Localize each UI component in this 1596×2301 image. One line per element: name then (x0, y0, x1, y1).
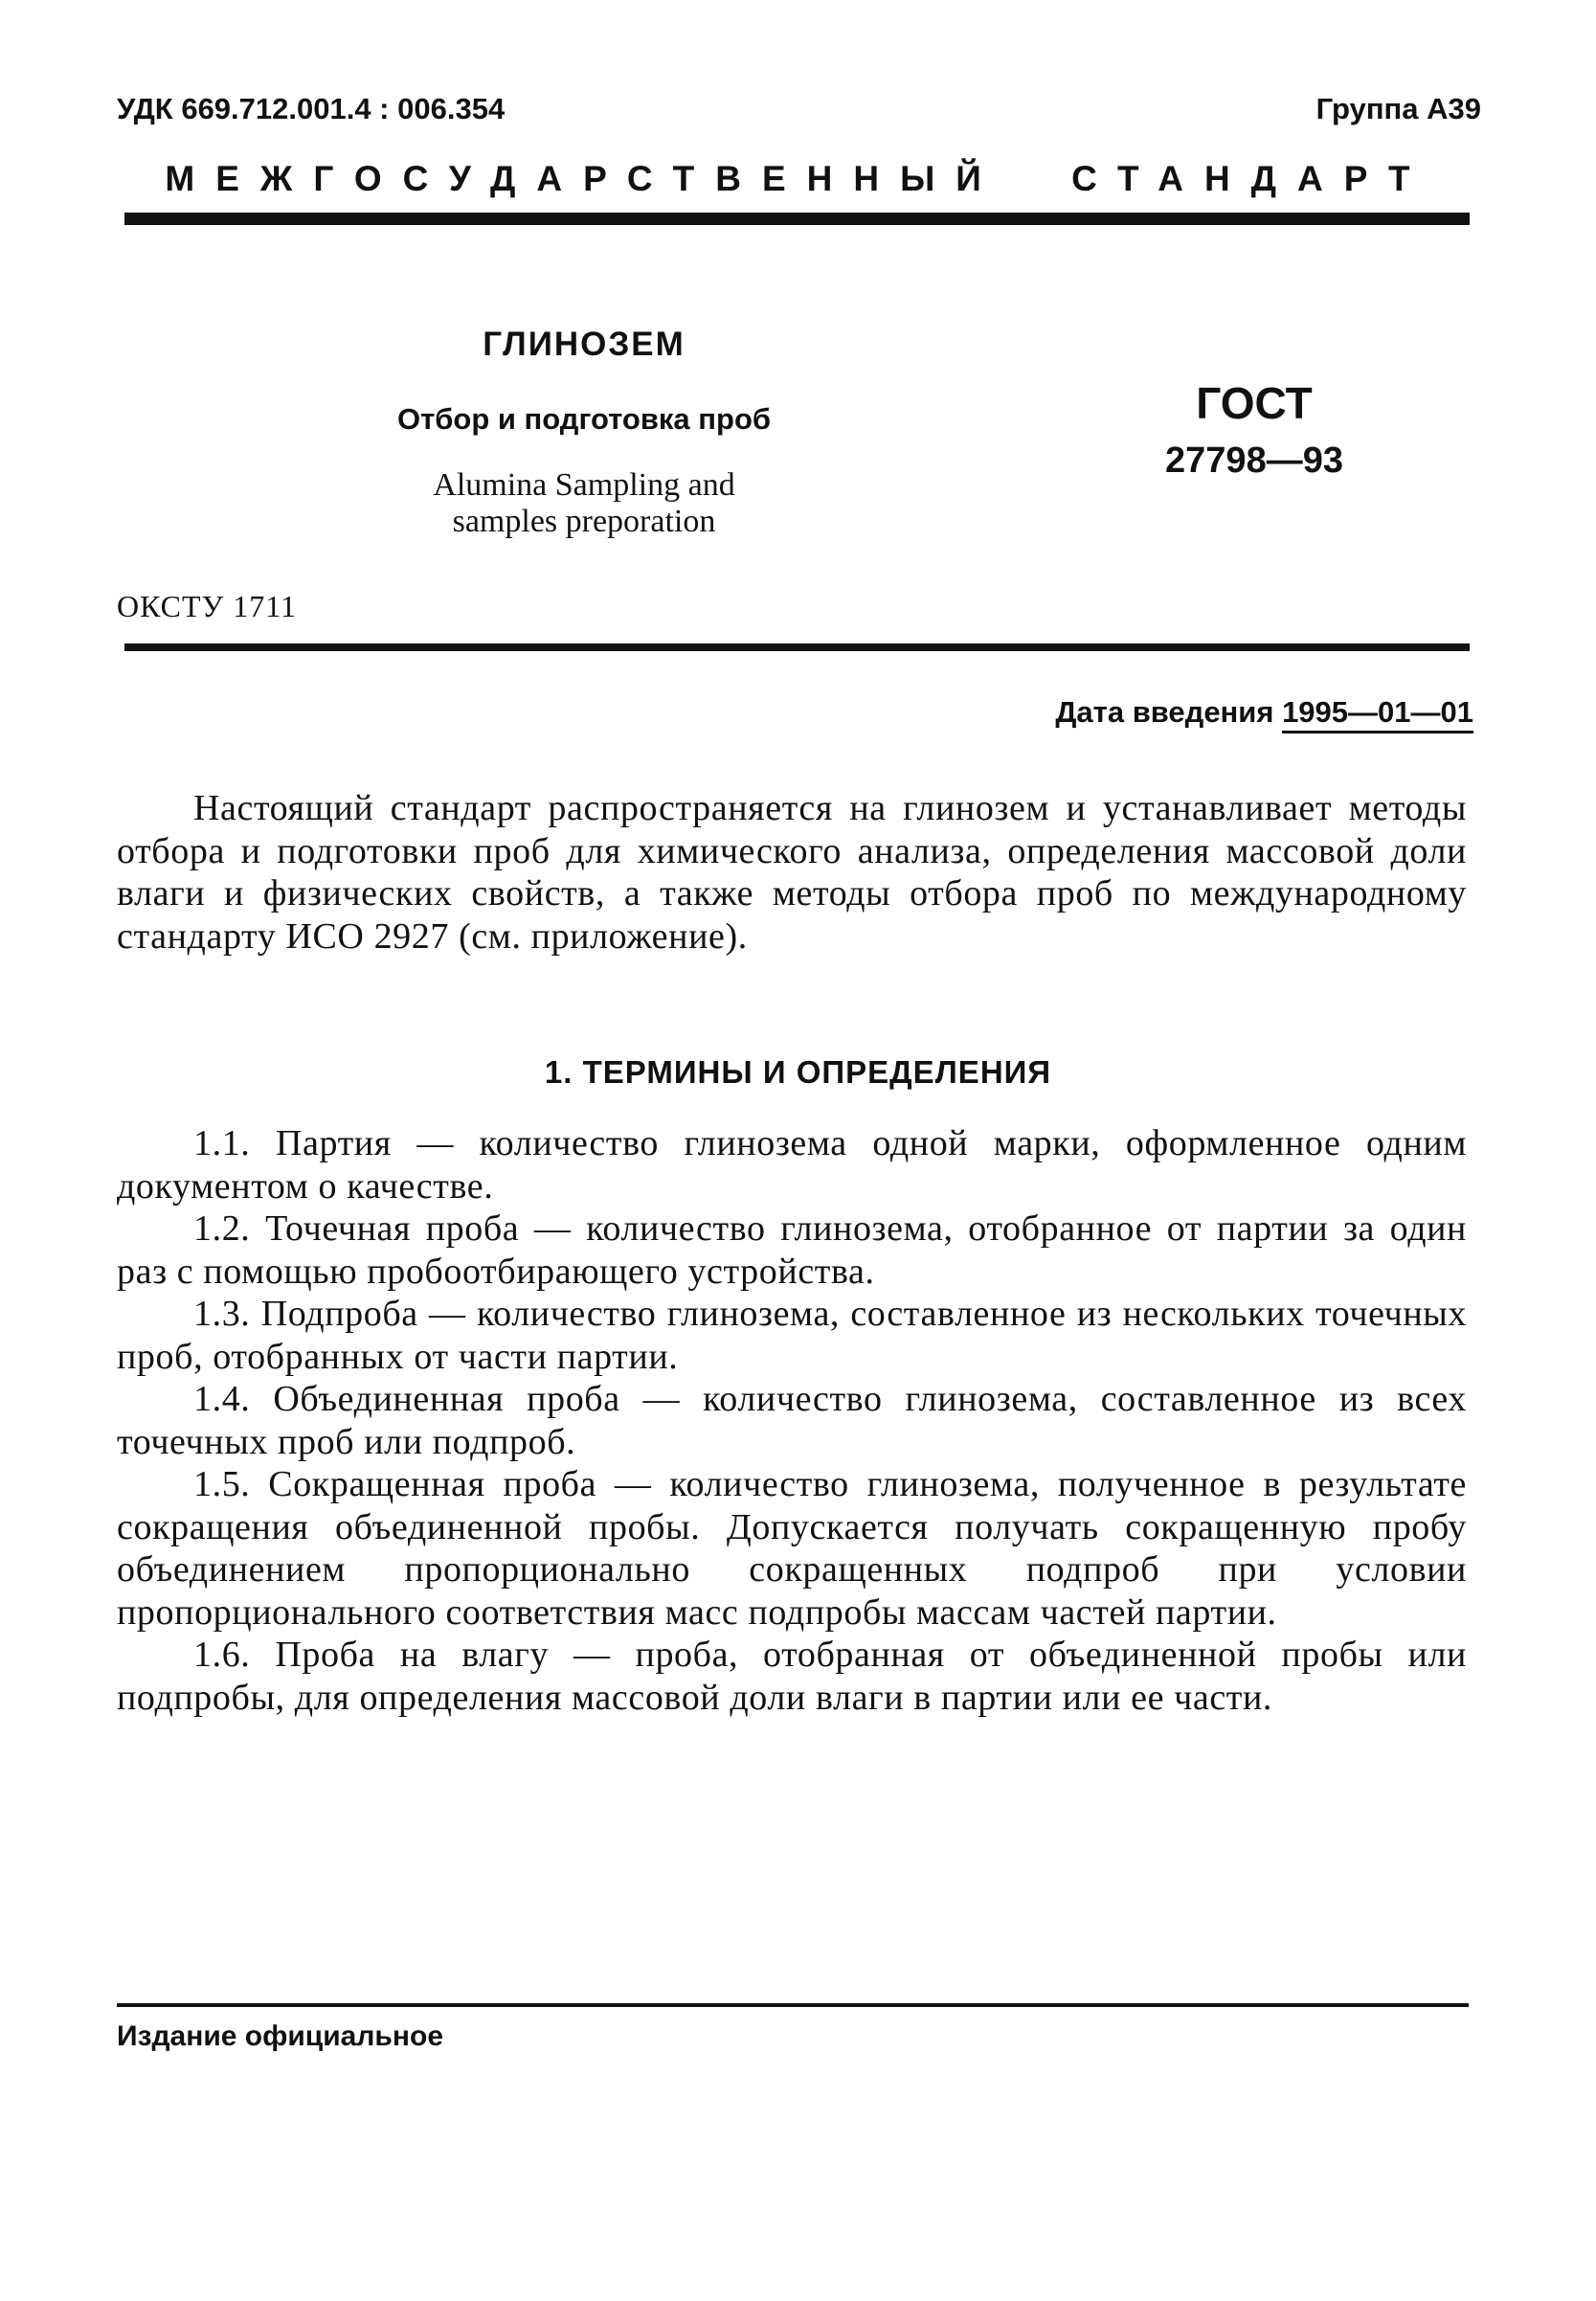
definition-item: 1.1. Партия — количество глинозема одной марки, оформленное одним документом о качестве. (117, 1123, 1467, 1207)
definitions-list (117, 1122, 1467, 1719)
intro-paragraph: Настоящий стандарт распространяется на глинозем и устанавливает методы отбора и подготовки проб для химического анализа, определения массовой доли влаги и физических свойств, а также методы отбора проб по международному стандарту ИСО 2927 (см. приложение). (117, 788, 1467, 957)
definition-item: 1.2. Точечная проба — количество глинозема, отобранное от партии за один раз с помощью пробоотбирающего устройства. (117, 1208, 1467, 1292)
introduction-date-label: Дата введения (1055, 695, 1274, 729)
bottom-divider (117, 2003, 1469, 2007)
definition-item: 1.6. Проба на влагу — проба, отобранная от объединенной пробы или подпробы, для определения массовой доли влаги в партии или ее части. (117, 1635, 1467, 1718)
definition-item: 1.3. Подпроба — количество глинозема, составленное из нескольких точечных проб, отобранных от части партии. (117, 1294, 1467, 1377)
section-heading: 1. ТЕРМИНЫ И ОПРЕДЕЛЕНИЯ (544, 1054, 1052, 1090)
gost-number: 27798—93 (1165, 440, 1343, 481)
udk-code: УДК 669.712.001.4 : 006.354 (117, 92, 506, 125)
english-title-line1: Alumina Sampling and (433, 467, 735, 503)
document-title: ГЛИНОЗЕМ (483, 326, 686, 363)
official-edition-note: Издание официальное (117, 2020, 444, 2052)
document-subtitle: Отбор и подготовка проб (396, 402, 772, 436)
gost-label: ГОСТ (1196, 378, 1313, 428)
english-title (345, 467, 823, 540)
okstu-code: ОКСТУ 1711 (117, 589, 298, 623)
introduction-date (1055, 695, 1473, 730)
definition-item: 1.4. Объединенная проба — количество глинозема, составленное из всех точечных проб или подпроб. (117, 1379, 1467, 1462)
interstate-standard-label: МЕЖГОСУДАРСТВЕННЫЙ СТАНДАРТ (165, 159, 1431, 198)
introduction-date-value: 1995—01—01 (1282, 695, 1473, 733)
middle-divider (124, 643, 1470, 651)
definition-item: 1.5. Сокращенная проба — количество глинозема, полученное в результате сокращения объединенной пробы. Допускается получать сокращенную пробу объединением пропорционально сокращенных подпроб при условии пропорционального соответствия масс подпробы массам частей партии. (117, 1464, 1467, 1633)
english-title-line2: samples preporation (452, 504, 716, 539)
group-code: Группа А39 (1315, 92, 1481, 125)
top-divider (124, 213, 1470, 225)
